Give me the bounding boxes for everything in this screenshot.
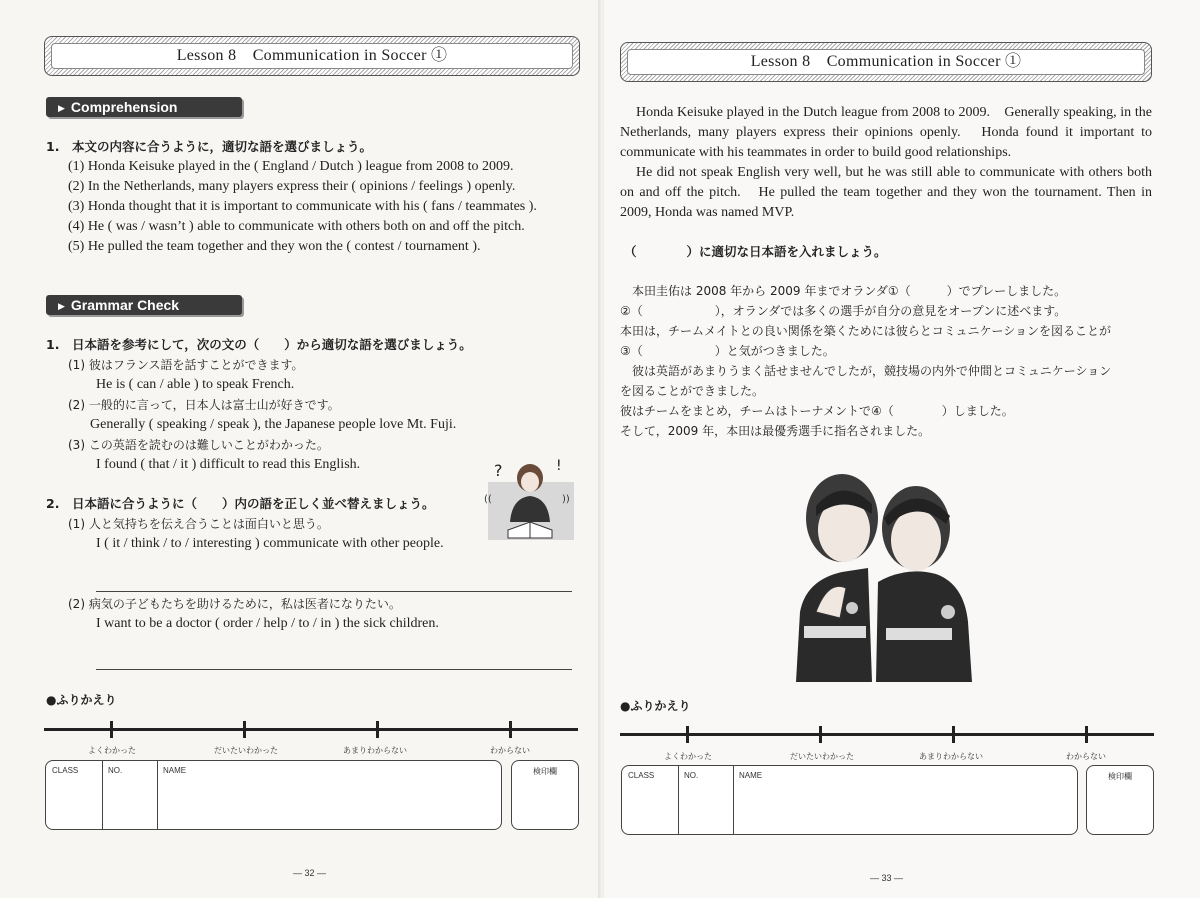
- page-number: — 32 —: [293, 868, 327, 878]
- scale-tick-4[interactable]: [1085, 726, 1088, 743]
- column-divider: [102, 761, 103, 829]
- class-field-label: CLASS: [628, 771, 655, 780]
- scale-label-3: あまりわからない: [343, 746, 407, 755]
- scale-tick-2[interactable]: [243, 721, 246, 738]
- stamp-label: 検印欄: [533, 767, 557, 776]
- translation-line-5: 彼は英語があまりうまく話せませんでしたが，競技場の内外で仲間とコミュニケーション: [620, 364, 1112, 378]
- right-page: [604, 0, 1200, 898]
- name-field-label: NAME: [739, 771, 763, 780]
- grammar-q2-en-1: I ( it / think / to / interesting ) communicate with other people.: [96, 536, 444, 551]
- scale-label-4: わからない: [490, 746, 530, 755]
- scale-tick-2[interactable]: [819, 726, 822, 743]
- class-field-label: CLASS: [52, 766, 79, 775]
- comprehension-header: [46, 97, 242, 117]
- svg-text:?: ?: [494, 461, 503, 480]
- stamp-label: 検印欄: [1108, 772, 1132, 781]
- grammar-check-header-label: Grammar Check: [70, 297, 180, 313]
- grammar-q1-en-2: Generally ( speaking / speak ), the Japanese people love Mt. Fuji.: [90, 417, 457, 432]
- scale-tick-4[interactable]: [509, 721, 512, 738]
- triangle-icon: ▶: [58, 301, 65, 311]
- student-info-box: [45, 760, 502, 830]
- column-divider: [157, 761, 158, 829]
- grammar-q1-jp-1: (1) 彼はフランス語を話すことができます。: [68, 358, 304, 372]
- grammar-q2-instruction: 2. 日本語に合うように（ ）内の語を正しく並べ替えましょう。: [46, 496, 435, 511]
- page-number: — 33 —: [870, 873, 904, 883]
- scale-label-2: だいたいわかった: [790, 752, 854, 761]
- comprehension-instruction: 1. 本文の内容に合うように，適切な語を選びましょう。: [46, 139, 372, 154]
- lesson-title: Lesson 8 Communication in Soccer ①: [51, 43, 573, 69]
- translation-line-4: ③（ ）と気がつきました。: [620, 344, 835, 358]
- translation-line-2: ②（ ），オランダでは多くの選手が自分の意見をオープンに述べます。: [620, 304, 1067, 318]
- reflection-heading: ●ふりかえり: [620, 699, 691, 713]
- reflection-scale[interactable]: [44, 722, 578, 736]
- lesson-title-banner: [44, 36, 580, 76]
- comprehension-item-3: (3) Honda thought that it is important to communicate with his ( fans / teammates ).: [68, 199, 537, 214]
- comprehension-item-4: (4) He ( was / wasn’t ) able to communicate with others both on and off the pitch.: [68, 219, 525, 234]
- translation-line-7: 彼はチームをまとめ，チームはトーナメントで④（ ）しました。: [620, 404, 1014, 418]
- svg-text:((: ((: [484, 494, 492, 505]
- reflection-heading: ●ふりかえり: [46, 693, 117, 707]
- scale-bar: [44, 728, 578, 731]
- translation-line-6: を図ることができました。: [620, 384, 765, 398]
- stamp-box: [511, 760, 579, 830]
- svg-text:)): )): [562, 494, 570, 505]
- reflection-scale[interactable]: [620, 727, 1154, 741]
- answer-line-1[interactable]: [96, 591, 572, 592]
- translation-line-8: そして，2009 年，本田は最優秀選手に指名されました。: [620, 424, 931, 438]
- name-field-label: NAME: [163, 766, 187, 775]
- scale-label-4: わからない: [1066, 752, 1106, 761]
- translation-line-3: 本田は，チームメイトとの良い関係を築くためには彼らとコミュニケーションを図ることが: [620, 324, 1112, 338]
- grammar-q1-jp-2: (2) 一般的に言って，日本人は富士山が好きです。: [68, 398, 340, 412]
- scale-label-1: よくわかった: [664, 752, 712, 761]
- scale-tick-3[interactable]: [952, 726, 955, 743]
- column-divider: [678, 766, 679, 834]
- grammar-q2-en-2: I want to be a doctor ( order / help / to / in ) the sick children.: [96, 616, 439, 631]
- scale-label-3: あまりわからない: [919, 752, 983, 761]
- soccer-players-illustration: [776, 462, 986, 682]
- translation-instruction: （ ）に適切な日本語を入れましょう。: [624, 244, 887, 259]
- scale-tick-1[interactable]: [686, 726, 689, 743]
- reading-paragraph-2: He did not speak English very well, but he was still able to communicate with others both on and off the pitch. He pulled the team together and they won the tournament. Then in 2009, Honda was named MVP.: [620, 165, 1152, 220]
- grammar-q2-jp-1: (1) 人と気持ちを伝え合うことは面白いと思う。: [68, 517, 329, 531]
- grammar-check-header: [46, 295, 242, 315]
- comprehension-item-1: (1) Honda Keisuke played in the ( England / Dutch ) league from 2008 to 2009.: [68, 159, 514, 174]
- comprehension-header-label: Comprehension: [70, 99, 178, 115]
- svg-text:!: !: [556, 458, 562, 474]
- stamp-box: [1086, 765, 1154, 835]
- grammar-q1-en-1: He is ( can / able ) to speak French.: [96, 377, 295, 392]
- grammar-q1-en-3: I found ( that / it ) difficult to read this English.: [96, 457, 361, 472]
- grammar-q1-jp-3: (3) この英語を読むのは難しいことがわかった。: [68, 438, 329, 452]
- no-field-label: NO.: [684, 771, 699, 780]
- translation-line-1: 本田圭佑は 2008 年から 2009 年までオランダ①（ ）でプレーしました。: [620, 284, 1067, 298]
- lesson-title: Lesson 8 Communication in Soccer ①: [627, 49, 1145, 75]
- grammar-q2-jp-2: (2) 病気の子どもたちを助けるために，私は医者になりたい。: [68, 597, 401, 611]
- scale-bar: [620, 733, 1154, 736]
- grammar-q1-instruction: 1. 日本語を参考にして，次の文の（ ）から適切な語を選びましょう。: [46, 337, 472, 352]
- confused-student-illustration: [480, 452, 576, 542]
- scale-tick-1[interactable]: [110, 721, 113, 738]
- scale-label-2: だいたいわかった: [214, 746, 278, 755]
- comprehension-item-5: (5) He pulled the team together and they won the ( contest / tournament ).: [68, 239, 481, 254]
- scale-label-1: よくわかった: [88, 746, 136, 755]
- lesson-title-banner: [620, 42, 1152, 82]
- column-divider: [733, 766, 734, 834]
- triangle-icon: ▶: [58, 103, 65, 113]
- scale-tick-3[interactable]: [376, 721, 379, 738]
- reading-paragraph-1: Honda Keisuke played in the Dutch league from 2008 to 2009. Generally speaking, in the Netherlands, many players express their opinions openly. Honda found it important to communicate with his teammates in order to build good relationships.: [620, 105, 1152, 160]
- student-info-box: [621, 765, 1078, 835]
- answer-line-2[interactable]: [96, 669, 572, 670]
- no-field-label: NO.: [108, 766, 123, 775]
- comprehension-item-2: (2) In the Netherlands, many players express their ( opinions / feelings ) openly.: [68, 179, 516, 194]
